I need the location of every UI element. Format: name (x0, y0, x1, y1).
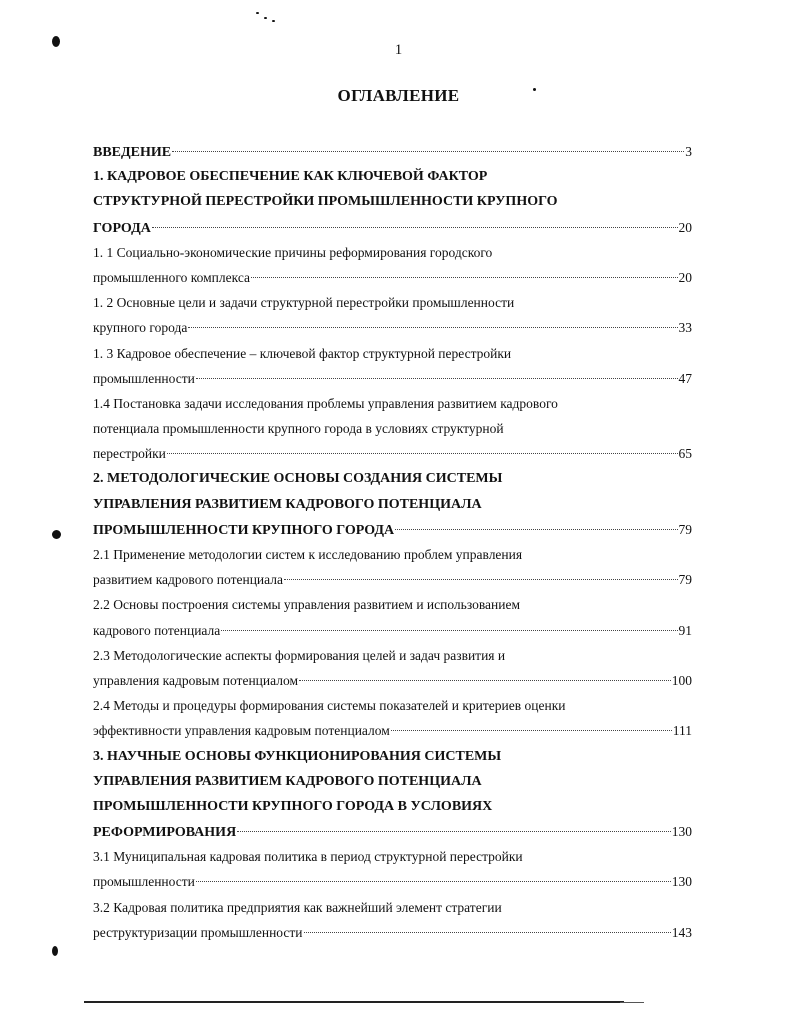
footer-rule-fragment (620, 1002, 644, 1003)
toc-entry (93, 492, 692, 517)
toc-entry (93, 643, 692, 668)
toc-entry (93, 744, 692, 769)
toc-entry (93, 215, 692, 240)
toc-entry (93, 542, 692, 567)
toc-entry-text: 2.3 Методологические аспекты формирования целей и задач развития и (93, 647, 506, 663)
toc-entry-text: перестройки (93, 446, 166, 462)
toc-entry-page: 47 (678, 370, 692, 386)
toc-entry-text: УПРАВЛЕНИЯ РАЗВИТИЕМ КАДРОВОГО ПОТЕНЦИАЛА (93, 496, 482, 512)
toc-entry-text: 1.4 Постановка задачи исследования проблемы управления развитием кадрового (93, 395, 558, 411)
toc-entry (93, 920, 692, 945)
toc-leader-dots (391, 730, 672, 731)
toc-entry (93, 139, 692, 164)
toc-entry-page: 100 (671, 672, 692, 688)
toc-entry (93, 517, 692, 542)
scan-speck (533, 88, 536, 91)
toc-entry (93, 315, 692, 340)
toc-leader-dots (237, 831, 671, 832)
toc-entry-text: 1. 1 Социально-экономические причины реформирования городского (93, 244, 493, 260)
toc-entry (93, 466, 692, 491)
toc-leader-dots (172, 151, 684, 152)
toc-entry (93, 265, 692, 290)
toc-entry (93, 441, 692, 466)
toc-entry-page: 130 (671, 874, 692, 890)
toc-entry-page: 111 (672, 723, 692, 739)
toc-entry-text: реструктуризации промышленности (93, 924, 303, 940)
toc-entry (93, 391, 692, 416)
scan-speck (256, 12, 259, 14)
scan-speck (52, 530, 61, 539)
toc-entry-text: развитием кадрового потенциала (93, 572, 283, 588)
toc-entry (93, 769, 692, 794)
toc-entry (93, 416, 692, 441)
toc-entry (93, 341, 692, 366)
toc-entry-text: ВВЕДЕНИЕ (93, 145, 172, 160)
toc-entry (93, 164, 692, 189)
toc-entry-page: 91 (678, 622, 692, 638)
toc-entry-text: 1. КАДРОВОЕ ОБЕСПЕЧЕНИЕ КАК КЛЮЧЕВОЙ ФАКТОР (93, 169, 488, 185)
toc-entry (93, 567, 692, 592)
toc-entry-page: 79 (678, 572, 692, 588)
toc-entry (93, 240, 692, 265)
scan-speck (52, 36, 60, 47)
toc-entry (93, 693, 692, 718)
toc-entry-text: кадрового потенциала (93, 622, 221, 638)
toc-entry-page: 143 (671, 924, 692, 940)
toc-leader-dots (152, 227, 678, 228)
toc-entry (93, 895, 692, 920)
toc-leader-dots (221, 630, 677, 631)
toc-entry (93, 366, 692, 391)
toc-entry-text: крупного города (93, 320, 188, 336)
toc-leader-dots (188, 327, 677, 328)
toc-entry-text: СТРУКТУРНОЙ ПЕРЕСТРОЙКИ ПРОМЫШЛЕННОСТИ КРУПНОГО (93, 194, 558, 210)
toc-leader-dots (251, 277, 678, 278)
toc-entry-text: 3.2 Кадровая политика предприятия как важнейший элемент стратегии (93, 899, 502, 915)
toc-entry (93, 869, 692, 894)
toc-entry-text: 2.4 Методы и процедуры формирования системы показателей и критериев оценки (93, 698, 566, 714)
toc-entry-text: ПРОМЫШЛЕННОСТИ КРУПНОГО ГОРОДА (93, 522, 395, 538)
toc-entry-page: 130 (671, 824, 692, 840)
page-number: 1 (394, 42, 403, 58)
footer-rule (84, 1001, 624, 1003)
toc-entry-text: промышленности (93, 874, 195, 890)
toc-entry-page: 20 (678, 269, 692, 285)
toc-entry-text: УПРАВЛЕНИЯ РАЗВИТИЕМ КАДРОВОГО ПОТЕНЦИАЛА (93, 773, 482, 789)
toc-entry-text: 3. НАУЧНЫЕ ОСНОВЫ ФУНКЦИОНИРОВАНИЯ СИСТЕМЫ (93, 748, 502, 764)
toc-entry-text: промышленности (93, 370, 195, 386)
toc-entry-text: 1. 3 Кадровое обеспечение – ключевой фактор структурной перестройки (93, 345, 512, 361)
toc-leader-dots (196, 881, 671, 882)
toc-leader-dots (196, 378, 678, 379)
toc-entry (93, 718, 692, 743)
toc-entry (93, 794, 692, 819)
toc-entry (93, 668, 692, 693)
toc-entry (93, 290, 692, 315)
toc-entry (93, 592, 692, 617)
toc-leader-dots (395, 529, 677, 530)
toc-entry-text: 2.1 Применение методологии систем к исследованию проблем управления (93, 547, 523, 562)
toc-leader-dots (284, 579, 678, 580)
toc-entry-text: потенциала промышленности крупного города в условиях структурной (93, 421, 504, 437)
toc-leader-dots (299, 680, 671, 681)
toc-leader-dots (304, 932, 671, 933)
toc-entry-text: управления кадровым потенциалом (93, 672, 298, 688)
toc-entry-text: 2. МЕТОДОЛОГИЧЕСКИЕ ОСНОВЫ СОЗДАНИЯ СИСТЕМЫ (93, 471, 503, 487)
toc-entry-page: 3 (685, 144, 692, 159)
toc-entry-page: 65 (678, 446, 692, 462)
scan-speck (272, 20, 275, 22)
toc-entry-text: промышленного комплекса (93, 269, 250, 285)
toc-entry (93, 819, 692, 844)
table-of-contents (93, 139, 692, 945)
scan-speck (264, 17, 267, 19)
scan-speck (52, 946, 58, 956)
toc-entry (93, 189, 692, 214)
toc-entry-text: эффективности управления кадровым потенциалом (93, 723, 390, 739)
toc-entry (93, 844, 692, 869)
toc-entry-text: 2.2 Основы построения системы управления развитием и использованием (93, 597, 520, 613)
toc-entry-text: 1. 2 Основные цели и задачи структурной перестройки промышленности (93, 295, 515, 311)
toc-leader-dots (167, 453, 678, 454)
toc-entry-text: ПРОМЫШЛЕННОСТИ КРУПНОГО ГОРОДА В УСЛОВИЯХ (93, 798, 493, 814)
toc-entry-page: 79 (678, 521, 692, 537)
toc-entry-text: РЕФОРМИРОВАНИЯ (93, 825, 237, 841)
toc-entry-text: ГОРОДА (93, 220, 151, 236)
toc-entry-page: 20 (678, 219, 692, 235)
toc-entry (93, 618, 692, 643)
toc-entry-text: 3.1 Муниципальная кадровая политика в период структурной перестройки (93, 849, 523, 865)
page-title: ОГЛАВЛЕНИЕ (337, 86, 460, 105)
toc-entry-page: 33 (678, 320, 692, 336)
